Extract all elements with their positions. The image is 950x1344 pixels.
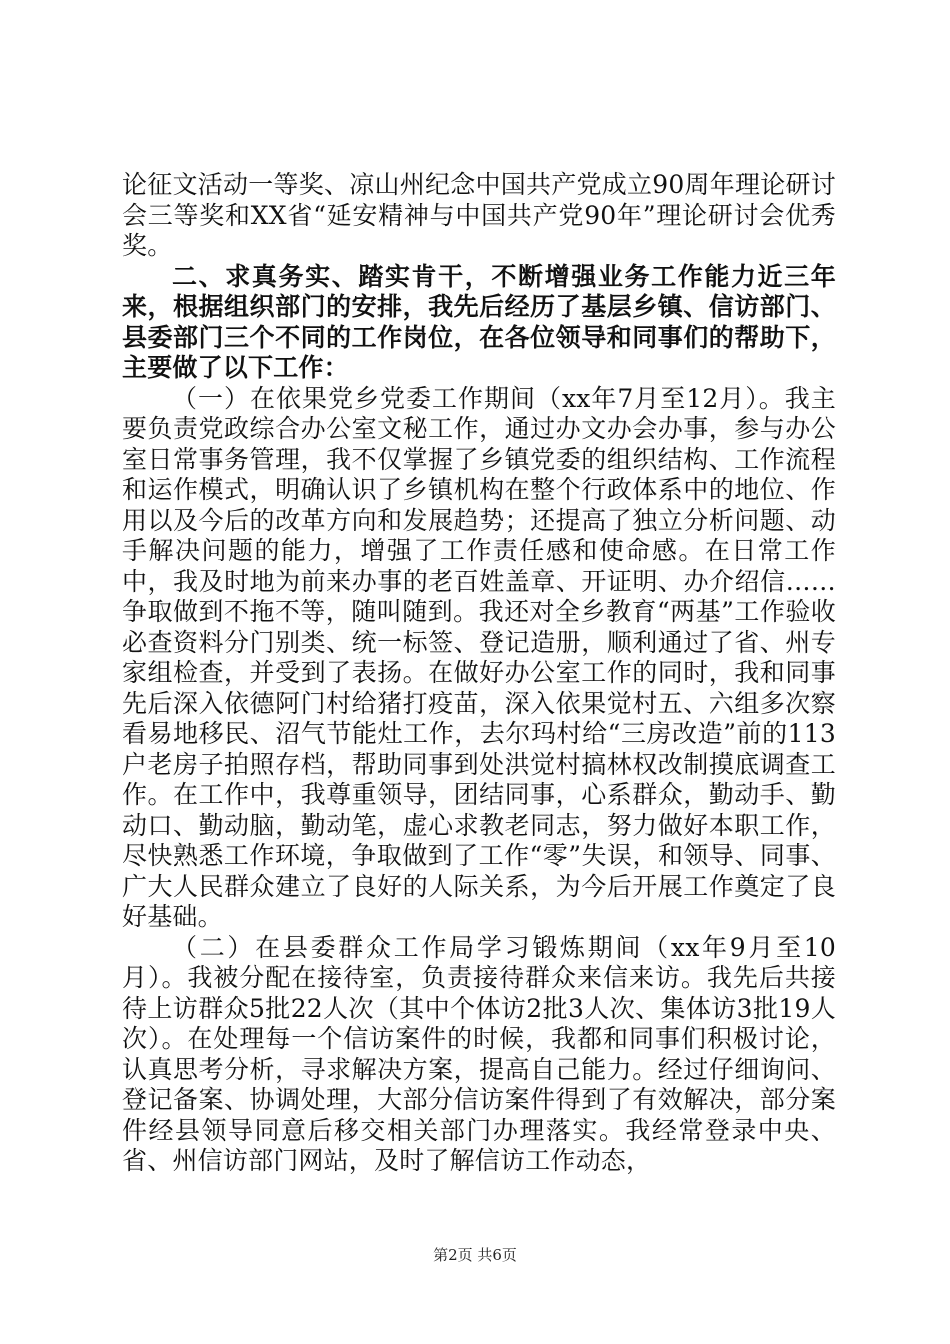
document-body — [122, 170, 836, 1177]
page-footer: 第2页 共6页 — [433, 1246, 517, 1264]
paragraph-item-two: （二）在县委群众工作局学习锻炼期间（xx年9月至10月）。我被分配在接待室，负责接待群众来信来访。我先后共接待上访群众5批22人次（其中个体访2批3人次、集体访3批19人次）。在处理每一个信访案件的时候，我都和同事们积极讨论，认真思考分析，寻求解决方案，提高自己能力。经过仔细询问、登记备案、协调处理，大部分信访案件得到了有效解决，部分案件经县领导同意后移交相关部门办理落实。我经常登录中央、省、州信访部门网站，及时了解信访工作动态， — [122, 932, 836, 1175]
paragraph-section-heading: 二、求真务实、踏实肯干，不断增强业务工作能力近三年来，根据组织部门的安排，我先后经历了基层乡镇、信访部门、县委部门三个不同的工作岗位，在各位领导和同事们的帮助下，主要做了以下工作： — [122, 261, 836, 382]
paragraph-continuation: 论征文活动一等奖、凉山州纪念中国共产党成立90周年理论研讨会三等奖和XX省“延安精神与中国共产党90年”理论研讨会优秀奖。 — [122, 170, 836, 260]
paragraph-item-one: （一）在依果党乡党委工作期间（xx年7月至12月）。我主要负责党政综合办公室文秘工作，通过办文办会办事，参与办公室日常事务管理，我不仅掌握了乡镇党委的组织结构、工作流程和运作模式，明确认识了乡镇机构在整个行政体系中的地位、作用以及今后的改革方向和发展趋势；还提高了独立分析问题、动手解决问题的能力，增强了工作责任感和使命感。在日常工作中，我及时地为前来办事的老百姓盖章、开证明、办介绍信……争取做到不拖不等，随叫随到。我还对全乡教育“两基”工作验收必查资料分门别类、统一标签、登记造册，顺利通过了省、州专家组检查，并受到了表扬。在做好办公室工作的同时，我和同事先后深入依德阿门村给猪打疫苗，深入依果觉村五、六组多次察看易地移民、沼气节能灶工作，去尔玛村给“三房改造”前的113户老房子拍照存档，帮助同事到处洪觉村搞林权改制摸底调查工作。在工作中，我尊重领导，团结同事，心系群众，勤动手、勤动口、勤动脑，勤动笔，虚心求教老同志，努力做好本职工作，尽快熟悉工作环境，争取做到了工作“零”失误，和领导、同事、广大人民群众建立了良好的人际关系，为今后开展工作奠定了良好基础。 — [122, 383, 836, 931]
